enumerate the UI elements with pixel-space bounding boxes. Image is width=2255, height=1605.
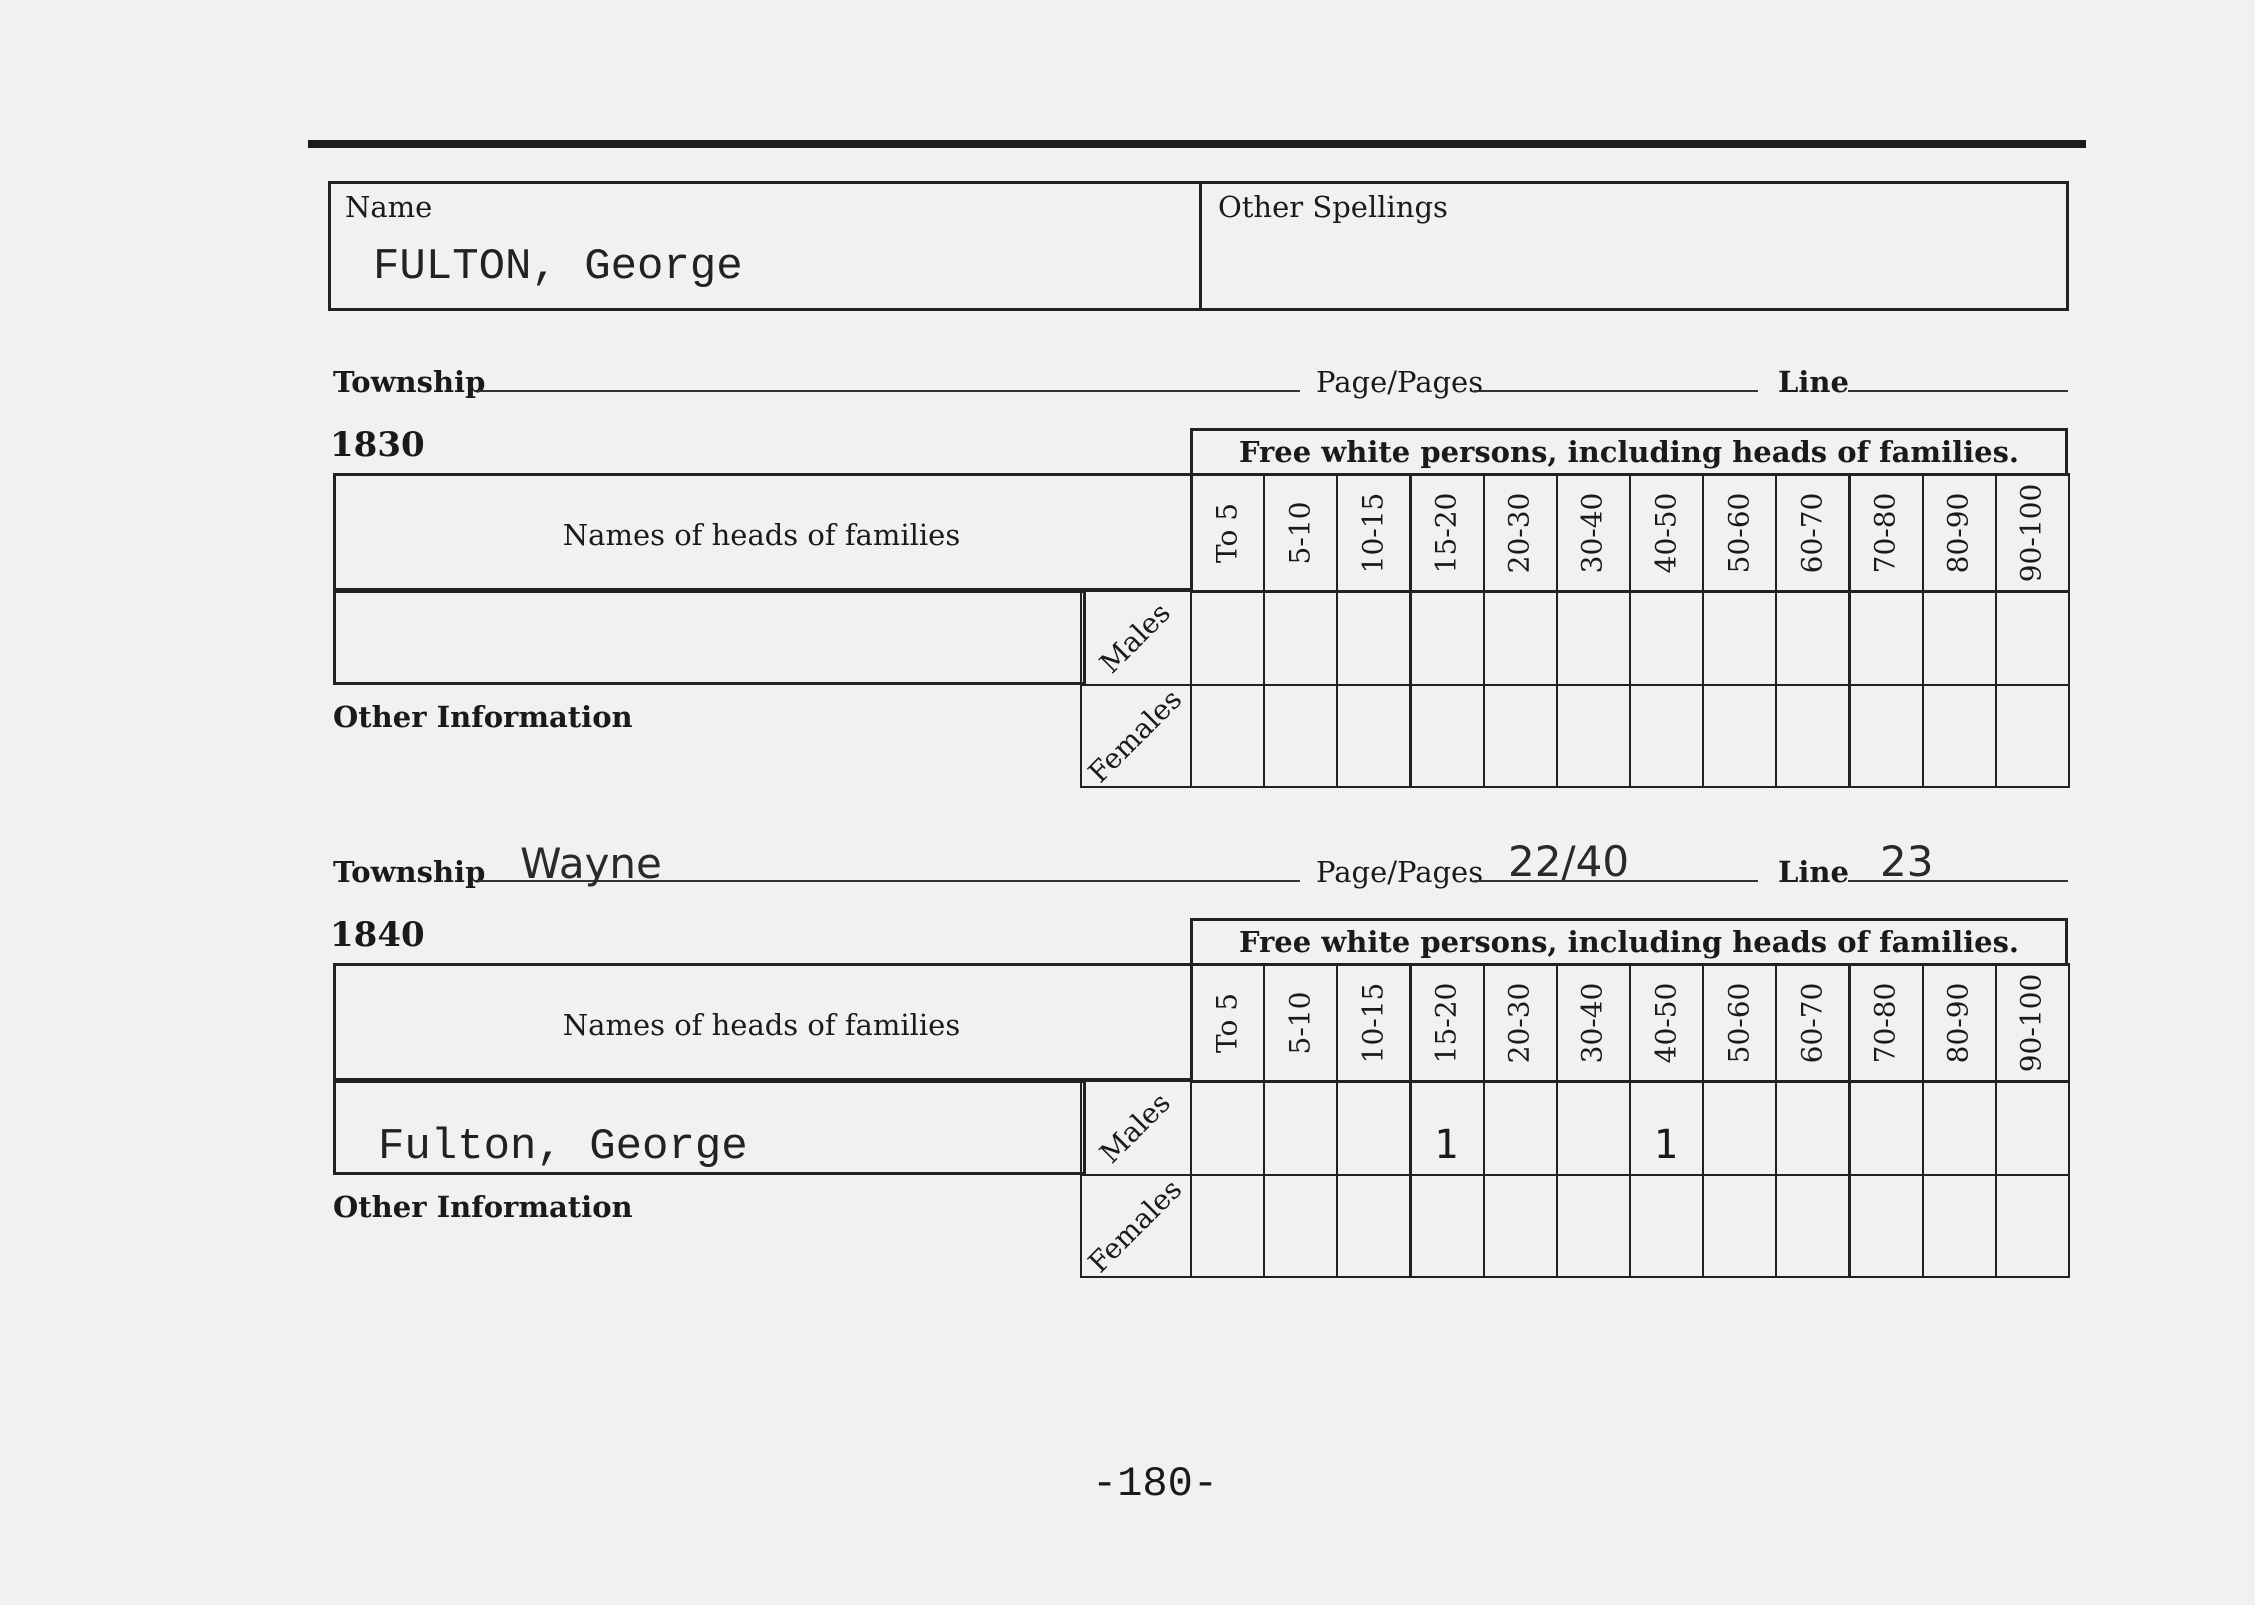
females-count-cell <box>1190 1174 1265 1278</box>
township-label: Township <box>333 365 486 399</box>
age-header-text: 20-30 <box>1502 492 1536 574</box>
other-spellings-label: Other Spellings <box>1218 190 1448 224</box>
age-header-text: 5-10 <box>1283 501 1317 565</box>
males-count: 1 <box>1434 1122 1459 1168</box>
age-header-text: 5-10 <box>1283 991 1317 1055</box>
females-count-cell <box>1483 1174 1558 1278</box>
females-count-cell <box>1849 1174 1924 1278</box>
females-count-cell <box>1702 1174 1777 1278</box>
age-header-text: 10-15 <box>1356 982 1390 1064</box>
group-header-text: Free white persons, including heads of families. <box>1238 925 2020 959</box>
males-count-cell <box>1922 590 1997 686</box>
name-label: Name <box>345 190 433 224</box>
age-header-text: 60-70 <box>1795 492 1829 574</box>
census-year: 1840 <box>330 915 425 955</box>
males-count-cell <box>1629 590 1704 686</box>
males-count-cell <box>1995 1080 2070 1176</box>
males-label: Males <box>1093 596 1177 680</box>
group-header-text: Free white persons, including heads of families. <box>1238 435 2020 469</box>
females-count-cell <box>1995 684 2070 788</box>
females-count-cell <box>1336 684 1411 788</box>
males-count-cell <box>1190 590 1265 686</box>
age-header-text: 70-80 <box>1868 492 1902 574</box>
males-count-cell <box>1410 590 1485 686</box>
age-header-text: 90-100 <box>2014 973 2048 1073</box>
age-header-text: 60-70 <box>1795 982 1829 1064</box>
males-count-cell <box>1336 1080 1411 1176</box>
males-count-cell <box>1702 590 1777 686</box>
males-count-cell <box>1849 590 1924 686</box>
age-header-text: 20-30 <box>1502 982 1536 1064</box>
females-count-cell <box>1410 684 1485 788</box>
age-header-text: To 5 <box>1210 502 1244 564</box>
age-header-text: 30-40 <box>1575 492 1609 574</box>
age-header-text: 50-60 <box>1722 492 1756 574</box>
females-count-cell <box>1629 684 1704 788</box>
pages-label: Page/Pages <box>1316 365 1484 399</box>
males-count: 1 <box>1653 1122 1678 1168</box>
females-label: Females <box>1081 682 1189 790</box>
males-count-cell <box>1483 1080 1558 1176</box>
line-label: Line <box>1778 855 1849 889</box>
township-value: Wayne <box>520 839 662 888</box>
other-info-label: Other Information <box>333 700 633 734</box>
pages-line <box>1474 390 1758 392</box>
females-count-cell <box>1263 1174 1338 1278</box>
age-header-text: 80-90 <box>1941 982 1975 1064</box>
age-header-text: To 5 <box>1210 992 1244 1054</box>
males-count-cell <box>1483 590 1558 686</box>
head-name-value: Fulton, George <box>378 1122 748 1172</box>
females-count-cell <box>1775 684 1850 788</box>
males-count-cell <box>1775 1080 1850 1176</box>
age-header-text: 30-40 <box>1575 982 1609 1064</box>
name-value: FULTON, George <box>373 242 743 292</box>
males-count-cell <box>1922 1080 1997 1176</box>
males-count-cell <box>1556 1080 1631 1176</box>
line-value: 23 <box>1880 837 1934 886</box>
page-number: -180- <box>1092 1460 1219 1508</box>
pages-label: Page/Pages <box>1316 855 1484 889</box>
names-header-text: Names of heads of families <box>562 518 961 552</box>
age-header-text: 50-60 <box>1722 982 1756 1064</box>
age-header-text: 15-20 <box>1429 492 1463 574</box>
age-header-text: 15-20 <box>1429 982 1463 1064</box>
females-count-cell <box>1190 684 1265 788</box>
township-label: Township <box>333 855 486 889</box>
males-count-cell <box>1190 1080 1265 1176</box>
age-header-text: 40-50 <box>1649 492 1683 574</box>
females-count-cell <box>1775 1174 1850 1278</box>
age-header-text: 80-90 <box>1941 492 1975 574</box>
females-count-cell <box>1629 1174 1704 1278</box>
head-name-box <box>333 590 1086 685</box>
top-rule <box>308 140 2086 148</box>
age-header-text: 90-100 <box>2014 483 2048 583</box>
females-count-cell <box>1556 684 1631 788</box>
females-count-cell <box>1410 1174 1485 1278</box>
line-label: Line <box>1778 365 1849 399</box>
males-count-cell <box>1995 590 2070 686</box>
age-header-text: 40-50 <box>1649 982 1683 1064</box>
males-label: Males <box>1093 1086 1177 1170</box>
males-count-cell <box>1775 590 1850 686</box>
females-count-cell <box>1922 684 1997 788</box>
females-count-cell <box>1263 684 1338 788</box>
census-year: 1830 <box>330 425 425 465</box>
other-info-label: Other Information <box>333 1190 633 1224</box>
females-label: Females <box>1081 1172 1189 1280</box>
name-box-divider <box>1199 181 1202 311</box>
females-count-cell <box>1922 1174 1997 1278</box>
line-line <box>1848 390 2068 392</box>
females-count-cell <box>1849 684 1924 788</box>
males-count-cell <box>1849 1080 1924 1176</box>
township-line <box>478 390 1300 392</box>
males-count-cell <box>1556 590 1631 686</box>
females-count-cell <box>1995 1174 2070 1278</box>
pages-value: 22/40 <box>1508 837 1630 886</box>
age-header-text: 10-15 <box>1356 492 1390 574</box>
age-header-text: 70-80 <box>1868 982 1902 1064</box>
males-count-cell <box>1263 590 1338 686</box>
females-count-cell <box>1336 1174 1411 1278</box>
males-count-cell <box>1702 1080 1777 1176</box>
females-count-cell <box>1556 1174 1631 1278</box>
males-count-cell <box>1336 590 1411 686</box>
males-count-cell <box>1263 1080 1338 1176</box>
females-count-cell <box>1483 684 1558 788</box>
names-header-text: Names of heads of families <box>562 1008 961 1042</box>
females-count-cell <box>1702 684 1777 788</box>
